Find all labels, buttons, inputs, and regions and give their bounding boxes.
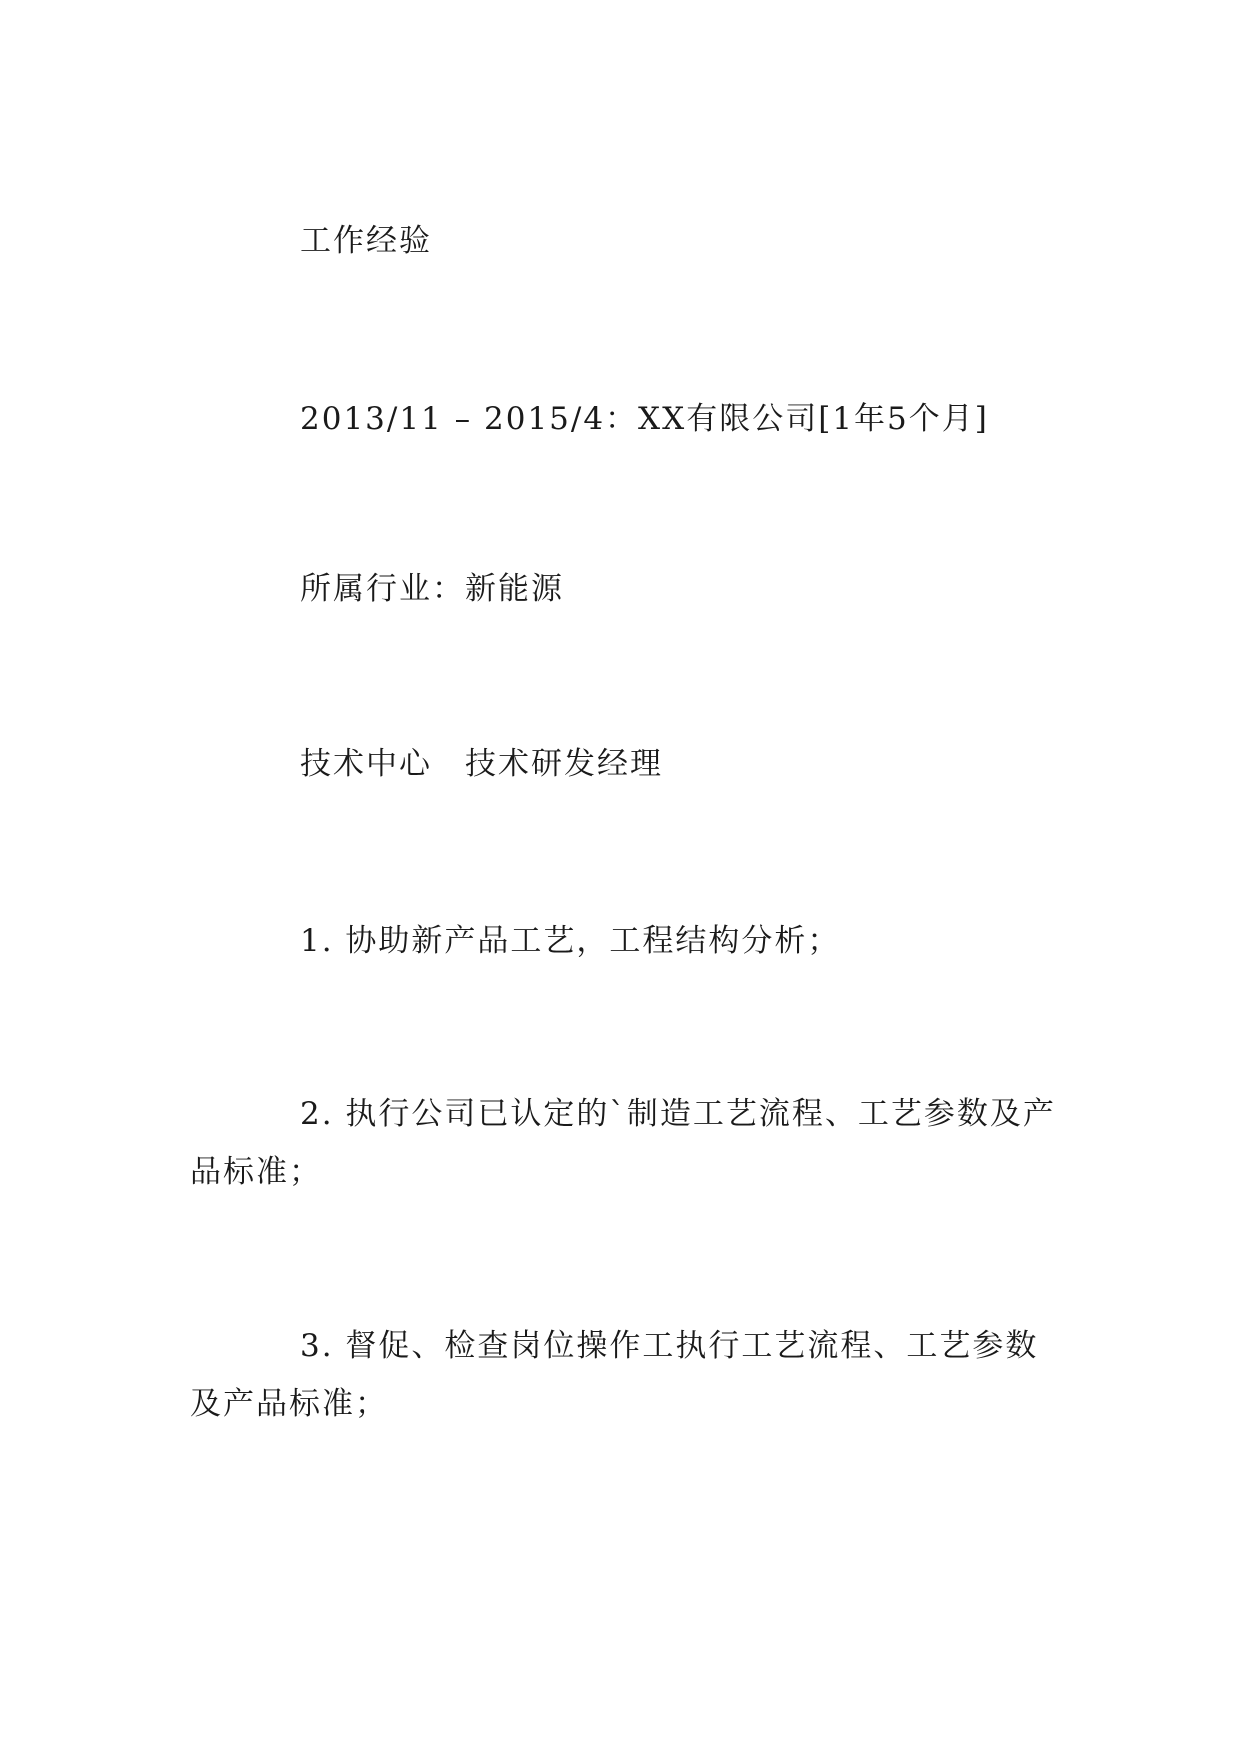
duty-item-1: 1. 协助新产品工艺，工程结构分析； bbox=[300, 923, 841, 959]
position-line: 技术中心 技术研发经理 bbox=[300, 746, 663, 782]
duty-item-3: 3. 督促、检查岗位操作工执行工艺流程、工艺参数及产品标准； bbox=[190, 1328, 1039, 1422]
employment-period: 2013/11 – 2015/4：XX有限公司[1年5个月] bbox=[300, 401, 989, 437]
industry-line: 所属行业：新能源 bbox=[300, 571, 564, 607]
section-title: 工作经验 bbox=[300, 223, 432, 259]
duty-item-2: 2. 执行公司已认定的`制造工艺流程、工艺参数及产品标准； bbox=[190, 1096, 1056, 1190]
